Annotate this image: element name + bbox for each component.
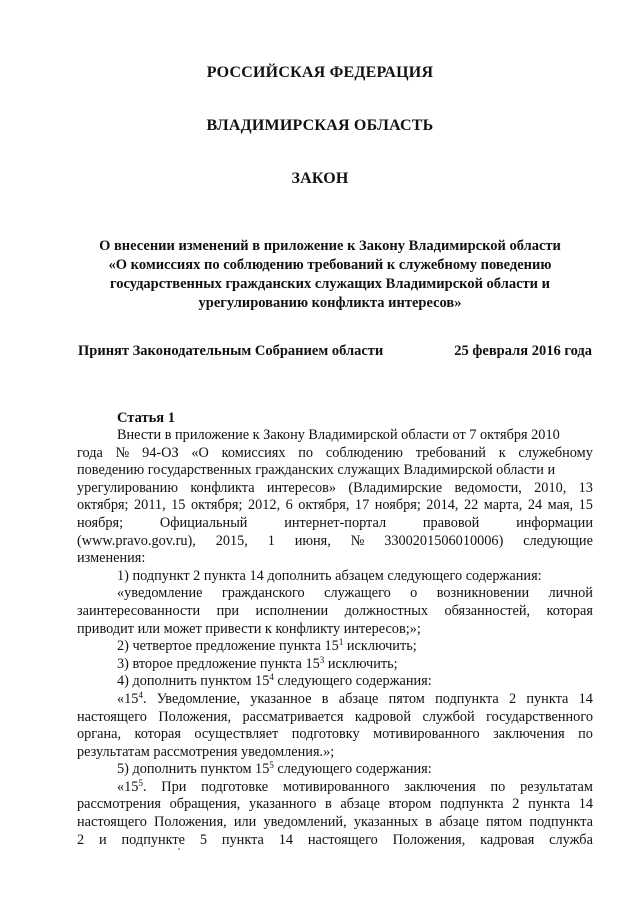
- text-line: Внести в приложение к Закону Владимирской области от 7 октября 2010: [117, 427, 560, 443]
- word: обязанностей,: [444, 602, 531, 619]
- word: заключения: [493, 726, 565, 743]
- superscript: 5: [269, 760, 274, 771]
- text-run: 5) дополнить пунктом 15: [117, 761, 270, 778]
- word: июня,: [294, 532, 331, 549]
- text-run: следующего содержания:: [273, 761, 432, 778]
- superscript: 4: [138, 689, 143, 700]
- document-kind-heading: ЗАКОН: [291, 170, 349, 187]
- text-run: .: [142, 778, 147, 795]
- word: по: [490, 778, 506, 795]
- word: о: [410, 585, 418, 602]
- text-line: поведению государственных гражданских служащих Владимирской области и: [77, 462, 556, 479]
- word: №: [350, 532, 365, 549]
- word: 2014,: [426, 497, 459, 514]
- word: следующие: [523, 532, 593, 549]
- word: должностных: [344, 602, 429, 619]
- word: настоящего: [77, 814, 147, 831]
- word: указанное: [250, 690, 312, 707]
- word: пятом: [485, 814, 523, 831]
- word: в: [324, 796, 332, 813]
- word: 22: [463, 497, 479, 514]
- word: в: [321, 690, 329, 707]
- word: рассматривается: [242, 708, 344, 725]
- word: 2011,: [134, 497, 166, 514]
- word: возникновении: [436, 585, 530, 602]
- word: к: [498, 444, 506, 461]
- text-run: .: [142, 690, 147, 707]
- country-heading: РОССИЙСКАЯ ФЕДЕРАЦИЯ: [206, 64, 434, 81]
- superscript: 3: [319, 654, 325, 665]
- superscript: 4: [269, 672, 274, 683]
- word: Официальный: [159, 514, 248, 531]
- text-run: 4) дополнить пунктом 15: [117, 673, 270, 690]
- superscript: 5: [138, 777, 143, 788]
- adoption-date: 25 февраля 2016 года: [454, 343, 592, 359]
- word: урегулированию: [77, 479, 178, 496]
- text-line: [77, 796, 593, 814]
- word: 2010,: [534, 479, 567, 496]
- word: ведомости,: [454, 479, 522, 496]
- article-body: [77, 427, 593, 849]
- word: которая: [546, 602, 593, 619]
- word: 1: [267, 532, 275, 549]
- word: Положения,: [154, 814, 227, 831]
- word: «уведомление: [117, 585, 203, 602]
- word: при: [216, 602, 240, 619]
- word: Положения,: [392, 831, 466, 848]
- word: требований: [415, 444, 486, 461]
- word: служба: [549, 831, 593, 848]
- word: №: [115, 444, 130, 461]
- clause-number: [117, 779, 147, 797]
- word: (www.pravo.gov.ru),: [77, 532, 196, 549]
- list-item: 1) подпункт 2 пункта 14 дополнить абзацем следующего содержания:: [117, 567, 542, 584]
- word: подпункта: [439, 796, 504, 813]
- word: При: [161, 778, 187, 795]
- word: подпункта: [435, 690, 499, 707]
- clause-number: [117, 691, 147, 709]
- word: рассмотрения: [77, 796, 161, 813]
- word: уведомлений,: [263, 814, 347, 831]
- word: службой: [422, 708, 475, 725]
- word: 3300201506010006): [384, 532, 504, 549]
- word: года: [77, 444, 103, 461]
- word: соблюдению: [325, 444, 403, 461]
- text-line: [77, 603, 593, 621]
- text-line: [77, 779, 593, 797]
- word: органа,: [77, 726, 122, 743]
- list-item: [77, 761, 593, 779]
- word: подготовку: [291, 726, 360, 743]
- word: 14: [578, 690, 593, 707]
- text-line: результатам рассмотрения уведомления.»;: [77, 743, 335, 760]
- word: гражданского: [221, 585, 305, 602]
- word: пятом: [388, 690, 425, 707]
- text-run: 2) четвертое предложение пункта 15: [117, 638, 339, 655]
- law-title-line: «О комиссиях по соблюдению требований к служебному поведению: [108, 257, 552, 273]
- text-run: 3) второе предложение пункта 15: [117, 655, 320, 672]
- word: конфликта: [190, 479, 255, 496]
- word: пункта: [221, 831, 264, 848]
- text-line: [77, 691, 593, 709]
- word: заключения: [404, 778, 476, 795]
- word: интернет-портал: [284, 514, 387, 531]
- word: 17: [354, 497, 370, 514]
- text-line: изменения:: [77, 550, 146, 567]
- scan-speck: [178, 848, 180, 850]
- word: комиссиях: [221, 444, 286, 461]
- word: служащего: [324, 585, 391, 602]
- word: октября;: [77, 497, 129, 514]
- text-run: следующего содержания:: [273, 673, 432, 690]
- word: абзаце: [338, 690, 379, 707]
- word: Уведомление,: [156, 690, 241, 707]
- text-line: [77, 832, 593, 850]
- word: указанного: [249, 796, 317, 813]
- word: осуществляет: [194, 726, 279, 743]
- word: 6: [285, 497, 293, 514]
- word: правовой: [422, 514, 480, 531]
- word: 2015,: [215, 532, 248, 549]
- text-run: исключить;: [324, 655, 398, 672]
- word: 2012,: [247, 497, 281, 514]
- law-title-line: урегулированию конфликта интересов»: [198, 295, 462, 311]
- word: подпункта: [529, 814, 593, 831]
- word: пункта: [528, 796, 571, 813]
- word: заинтересованности: [77, 602, 201, 619]
- word: абзаце: [439, 814, 479, 831]
- word: 14: [578, 796, 593, 813]
- word: обращения,: [169, 796, 241, 813]
- word: втором: [388, 796, 432, 813]
- list-item: [77, 638, 593, 656]
- word: настоящего: [307, 831, 378, 848]
- adopted-by: Принят Законодательным Собранием области: [78, 343, 384, 359]
- word: Положения,: [158, 708, 232, 725]
- word: 24: [527, 497, 543, 514]
- word: 94-ОЗ: [142, 444, 179, 461]
- word: мотивированного: [282, 778, 390, 795]
- word: 2: [508, 690, 517, 707]
- text-line: [77, 585, 593, 603]
- word: октября;: [190, 497, 243, 514]
- word: пункта: [526, 690, 569, 707]
- text-run: «15: [117, 778, 139, 795]
- word: подготовке: [201, 778, 269, 795]
- word: указанных: [353, 814, 419, 831]
- word: служебному: [518, 444, 593, 461]
- text-line: [77, 445, 593, 463]
- text-line: [77, 709, 593, 727]
- text-line: [77, 814, 593, 832]
- word: по: [298, 444, 314, 461]
- word: «О: [191, 444, 209, 461]
- word: 5: [199, 831, 208, 848]
- text-line: [77, 533, 593, 551]
- adoption-line: [78, 343, 592, 360]
- word: 2: [512, 796, 520, 813]
- word: 13: [578, 479, 593, 496]
- word: марта,: [483, 497, 523, 514]
- text-line: [77, 515, 593, 533]
- text-line: [77, 497, 593, 515]
- word: октября,: [298, 497, 350, 514]
- law-title-line: государственных гражданских служащих Владимирской области и: [110, 276, 550, 292]
- text-line: [77, 480, 593, 498]
- word: абзаце: [340, 796, 381, 813]
- word: настоящего: [77, 708, 147, 725]
- word: 15: [578, 497, 593, 514]
- word: 15: [171, 497, 186, 514]
- word: государственного: [486, 708, 593, 725]
- word: ноября;: [77, 514, 124, 531]
- law-title-line: О внесении изменений в приложение к Закону Владимирской области: [99, 238, 561, 254]
- word: результатам: [520, 778, 593, 795]
- article-heading: Статья 1: [117, 410, 175, 426]
- word: и: [99, 831, 107, 848]
- region-heading: ВЛАДИМИРСКАЯ ОБЛАСТЬ: [206, 117, 434, 134]
- text-line: [77, 726, 593, 744]
- word: 14: [278, 831, 294, 848]
- word: подпункте: [121, 831, 185, 848]
- word: 2: [77, 831, 85, 848]
- word: кадровая: [480, 831, 535, 848]
- list-item: [77, 656, 593, 674]
- word: интересов»: [266, 479, 337, 496]
- word: кадровой: [354, 708, 411, 725]
- word: мая,: [547, 497, 574, 514]
- word: по: [578, 726, 593, 743]
- word: личной: [548, 585, 593, 602]
- word: в: [425, 814, 433, 831]
- word: (Владимирские: [348, 479, 443, 496]
- word: мотивированного: [373, 726, 480, 743]
- text-run: «15: [117, 690, 139, 707]
- text-line: приводит или может привести к конфликту интересов;»;: [77, 620, 421, 637]
- word: или: [233, 814, 257, 831]
- list-item: [77, 673, 593, 691]
- word: ноября;: [374, 497, 421, 514]
- word: информации: [516, 514, 593, 531]
- text-run: исключить;: [343, 638, 417, 655]
- superscript: 1: [338, 637, 344, 648]
- word: которая: [134, 726, 181, 743]
- word: исполнении: [255, 602, 329, 619]
- law-title: [80, 237, 580, 313]
